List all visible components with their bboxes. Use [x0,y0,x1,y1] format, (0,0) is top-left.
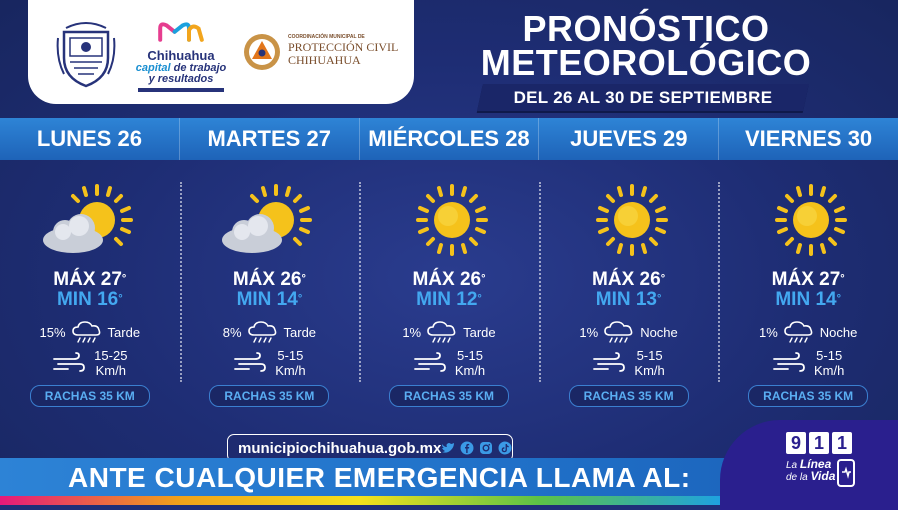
rain-time: Noche [640,324,678,340]
digit-1b: 1 [832,432,852,454]
rain-time: Tarde [463,324,496,340]
la-linea-de-la-vida-logo: La Línea de la Vida [786,457,836,483]
date-range-banner [477,84,809,111]
gusts-badge: RACHAS 35 KM [569,385,689,407]
pc-small-text: COORDINACIÓN MUNICIPAL DE [288,34,365,40]
max-temp: MÁX 27° [771,269,845,290]
wind-row [180,347,360,379]
digit-1a: 1 [809,432,829,454]
gusts-badge: RACHAS 35 KM [389,385,509,407]
rain-percent: 1% [579,324,599,340]
wind-speed: 5-15 Km/h [814,348,845,378]
gusts-badge: RACHAS 35 KM [30,385,150,407]
rain-row [0,320,180,344]
partly-cloudy-icon [35,182,145,262]
rain-row [180,320,360,344]
tiktok-icon[interactable] [498,441,512,455]
wind-icon [52,352,86,374]
rain-percent: 1% [758,324,778,340]
chihuahua-tagline-2: y resultados [148,73,214,85]
rain-cloud-icon [783,320,815,344]
chihuahua-m-logo-icon [157,18,205,44]
rain-row [718,320,898,344]
min-temp: MIN 12° [416,289,482,310]
forecast-card [0,180,180,415]
wind-icon [592,352,626,374]
twitter-icon[interactable] [441,441,455,455]
wind-row [718,347,898,379]
day-header-4: JUEVES 29 [539,118,719,160]
min-temp: MIN 14° [775,289,841,310]
partly-cloudy-icon [214,182,324,262]
day-header-3: MIÉRCOLES 28 [360,118,540,160]
max-temp: MÁX 26° [592,269,666,290]
wind-row [0,347,180,379]
min-temp: MIN 13° [595,289,662,310]
facebook-icon[interactable] [460,441,474,455]
sun-icon [753,182,863,262]
wind-icon [413,352,447,374]
forecast-card [539,180,719,415]
rain-time: Tarde [107,324,141,340]
phone-icon [834,458,858,488]
forecast-card [180,180,360,415]
instagram-icon[interactable] [479,441,493,455]
emergency-text: ANTE CUALQUIER EMERGENCIA LLAMA AL: [68,462,691,493]
wind-speed: 5-15 Km/h [454,348,486,378]
max-temp: MÁX 27° [53,269,127,290]
gusts-badge: RACHAS 35 KM [209,385,329,407]
logo-card [28,0,414,104]
rain-cloud-icon [603,320,635,344]
chihuahua-logo [126,18,236,90]
rain-time: Tarde [283,324,317,340]
sun-icon [574,182,684,262]
rain-row [539,320,719,344]
wind-speed: 15-25 Km/h [94,348,128,378]
chihuahua-logo-bar [138,88,224,92]
max-temp: MÁX 26° [232,269,306,290]
rain-percent: 8% [222,324,242,340]
wind-speed: 5-15 Km/h [634,348,665,378]
chihuahua-tagline: capital de trabajo [135,62,227,74]
wind-row [539,347,719,379]
rain-cloud-icon [426,320,458,344]
min-temp: MIN 16° [56,289,123,310]
proteccion-civil-logo [242,30,402,74]
chihuahua-name: Chihuahua [147,48,215,63]
wind-icon [772,352,806,374]
day-header-2: MARTES 27 [180,118,360,160]
forecast-card [359,180,539,415]
rain-percent: 15% [39,324,66,340]
rain-percent: 1% [402,324,422,340]
rain-time: Noche [819,324,858,340]
sun-icon [394,182,504,262]
emergency-number[interactable] [786,432,852,454]
rain-row [359,320,539,344]
pc-title: PROTECCIÓN CIVIL CHIHUAHUA [288,40,399,67]
days-header-bar [0,118,898,160]
wind-row [359,347,539,379]
day-header-5: VIERNES 30 [745,126,873,151]
wind-icon [233,352,267,374]
proteccion-civil-seal-icon [242,32,282,72]
digit-9: 9 [786,432,806,454]
title-line-2: METEOROLÓGICO [480,42,812,83]
rain-cloud-icon [71,320,103,344]
wind-speed: 5-15 Km/h [275,348,306,378]
rain-cloud-icon [247,320,279,344]
social-icons [441,441,512,455]
date-range-text: DEL 26 AL 30 DE SEPTIEMBRE [513,88,773,107]
title-line-1: PRONÓSTICO [522,8,770,49]
forecast-cards [0,180,898,415]
forecast-card [718,180,898,415]
max-temp: MÁX 26° [412,269,486,290]
min-temp: MIN 14° [236,289,303,310]
gusts-badge: RACHAS 35 KM [748,385,868,407]
website-url[interactable]: municipiochihuahua.gob.mx [238,439,442,457]
municipal-crest-icon [56,18,116,88]
day-header-1: LUNES 26 [0,118,180,160]
